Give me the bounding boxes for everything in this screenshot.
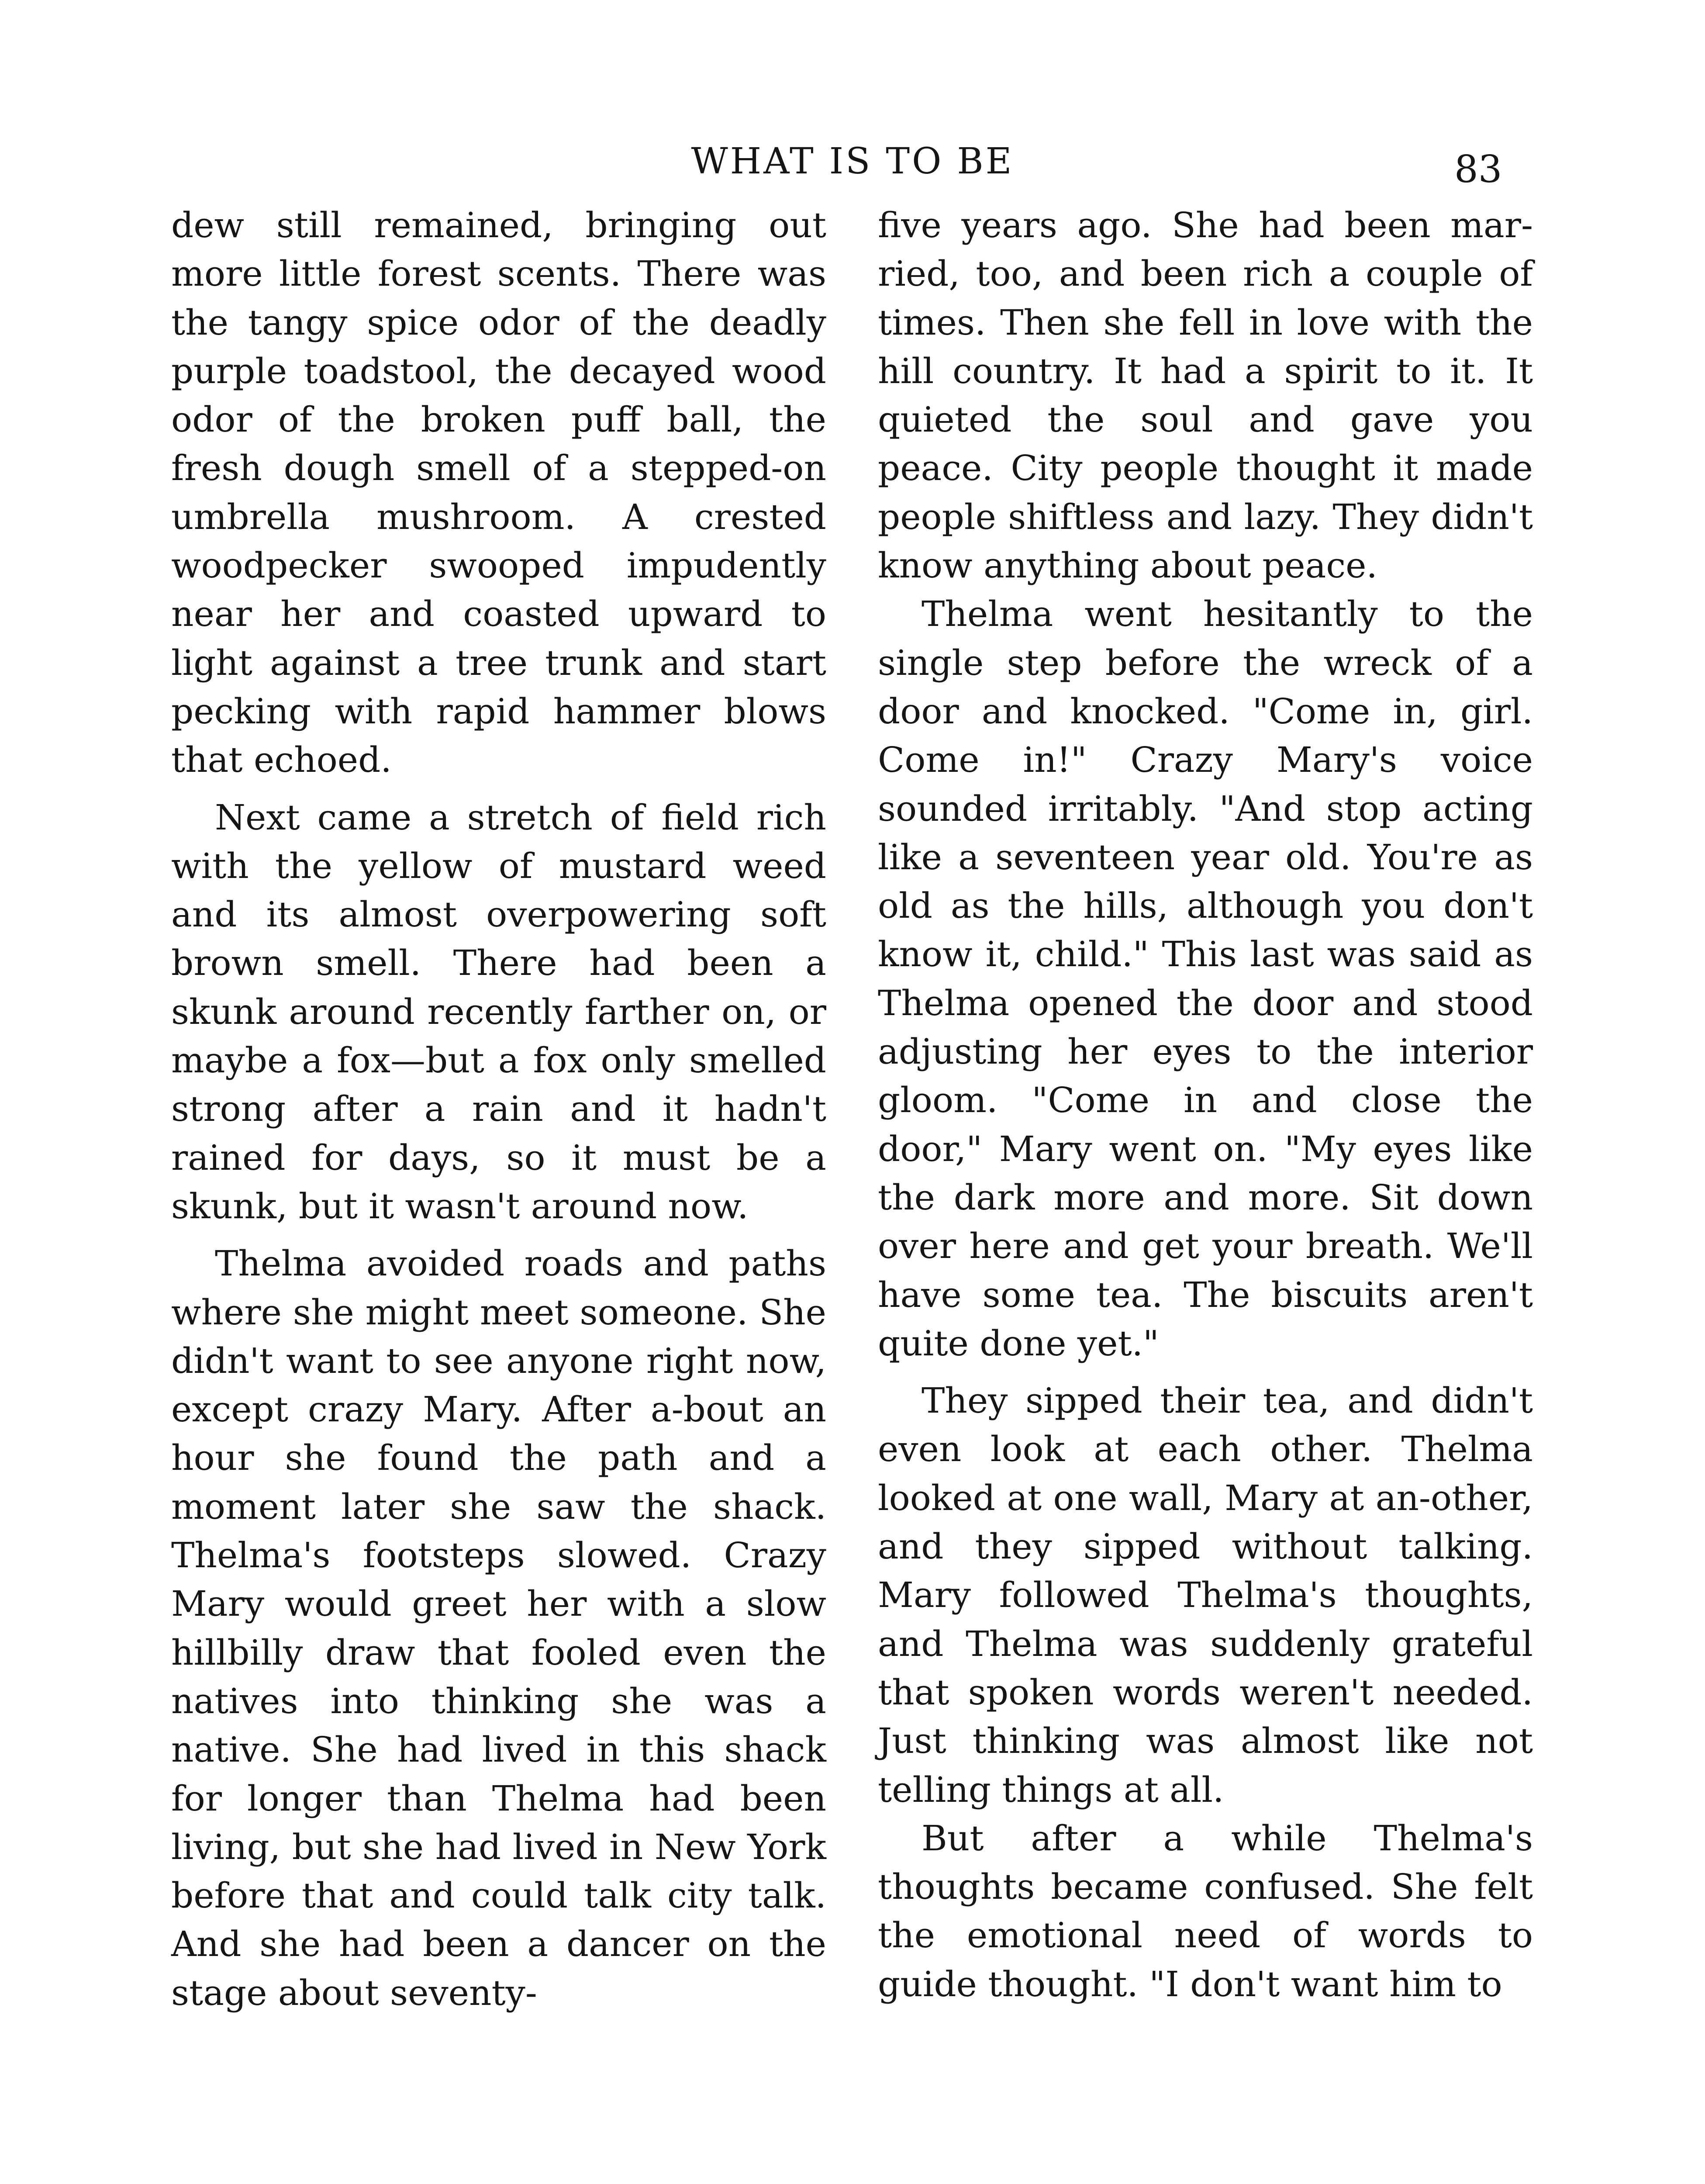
paragraph: Next came a stretch of field rich with the yellow of mustard weed and its almost overpowering soft brown smell. There had been a skunk around recently farther on, or maybe a fox—but a fox only smelled strong after a rain and it hadn't rained for days, so it must be a skunk, but it wasn't around now. — [171, 797, 826, 1227]
page-number: 83 — [1454, 148, 1502, 191]
paragraph: Thelma avoided roads and paths where she might meet someone. She didn't want to see anyone right now, except crazy Mary. After a-bout an hour she found the path and a moment later she saw the shack. Thelma's footsteps slowed. Crazy Mary would greet her with a slow hillbilly draw that fooled even the natives into thinking she was a native. She had lived in this shack for longer than Thelma had been living, but she had lived in New York before that and could talk city talk. And she had been a dancer on the stage about seventy- — [171, 1243, 826, 2013]
paragraph: Thelma went hesitantly to the single step before the wreck of a door and knocked. "Come in, girl. Come in!" Crazy Mary's voice sounded irritably. "And stop acting like a seventeen year old. You're as old as the hills, although you don't know it, child." This last was said as Thelma opened the door and stood adjusting her eyes to the interior gloom. "Come in and close the door," Mary went on. "My eyes like the dark more and more. Sit down over here and get your breath. We'll have some tea. The biscuits aren't quite done yet." — [878, 594, 1533, 1364]
page-header — [0, 131, 1705, 192]
left-column — [171, 201, 826, 2017]
running-title: WHAT IS TO BE — [691, 141, 1014, 182]
paragraph: But after a while Thelma's thoughts became confused. She felt the emotional need of words to guide thought. "I don't want him to — [878, 1818, 1533, 2004]
paragraph: five years ago. She had been mar-ried, too, and been rich a couple of times. Then she fell in love with the hill country. It had a spirit to it. It quieted the soul and gave you peace. City people thought it made people shiftless and lazy. They didn't know anything about peace. — [878, 205, 1533, 586]
right-column — [878, 201, 1533, 2008]
paragraph: dew still remained, bringing out more little forest scents. There was the tangy spice odor of the deadly purple toadstool, the decayed wood odor of the broken puff ball, the fresh dough smell of a stepped-on umbrella mushroom. A crested woodpecker swooped impudently near her and coasted upward to light against a tree trunk and start pecking with rapid hammer blows that echoed. — [171, 205, 826, 781]
paragraph: They sipped their tea, and didn't even look at each other. Thelma looked at one wall, Mary at an-other, and they sipped without talking. Mary followed Thelma's thoughts, and Thelma was suddenly grateful that spoken words weren't needed. Just thinking was almost like not telling things at all. — [878, 1380, 1533, 1810]
